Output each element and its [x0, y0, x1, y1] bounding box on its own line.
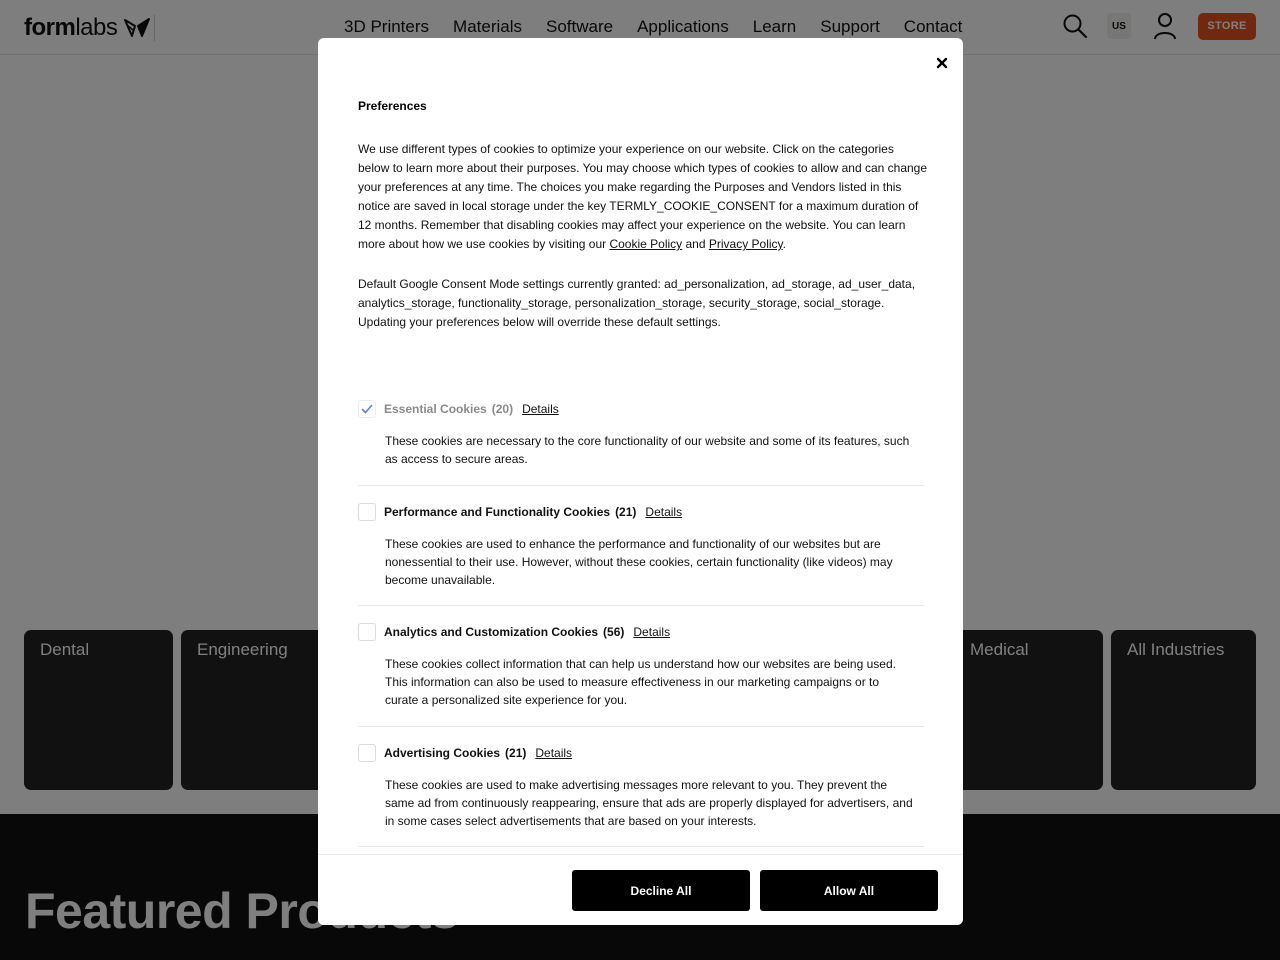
category-count: (20) [491, 402, 514, 416]
category-description: These cookies are necessary to the core functionality of our website and some of its features, such as access to secure areas. [385, 434, 910, 466]
category-description: These cookies are used to make advertising messages more relevant to you. They prevent the same ad from continuously reappearing, ensure that ads are properly displayed for advertisers, and in some cases select advertisements that are based on your interests. [385, 778, 913, 828]
modal-scroll-area[interactable] [318, 38, 963, 854]
category-header [358, 744, 572, 762]
cookie-category-analytics [358, 623, 924, 727]
intro-body: We use different types of cookies to optimize your experience on our website. Click on the categories below to learn more about their purposes. You may choose which types of cookies to allow and can change your preferences at any time. The choices you make regarding the Purposes and Vendors listed in this notice are saved in local storage under the key TERMLY_COOKIE_CONSENT for a maximum duration of 12 months. Remember that disabling cookies may affect your experience on the website. You can learn more about how we use cookies by visiting our [358, 142, 928, 251]
category-header [358, 503, 682, 521]
cookie-category-essential [358, 400, 924, 486]
essential-checkbox[interactable] [358, 400, 376, 418]
modal-title: Preferences [358, 99, 427, 113]
category-description: These cookies collect information that can help us understand how our websites are being used. This information can also be used to measure effectiveness in our marketing campaigns or to curate a personalized site experience for you. [385, 657, 896, 707]
category-name: Performance and Functionality Cookies [384, 505, 611, 519]
analytics-details-link[interactable]: Details [633, 625, 671, 639]
cookie-policy-link[interactable]: Cookie Policy [609, 237, 683, 251]
category-name: Advertising Cookies [384, 746, 501, 760]
category-header [358, 623, 670, 641]
cookie-category-performance [358, 503, 924, 606]
intro-and: and [682, 237, 709, 251]
performance-details-link[interactable]: Details [645, 505, 683, 519]
cookie-category-advertising [358, 744, 924, 847]
privacy-policy-link[interactable]: Privacy Policy [708, 237, 783, 251]
modal-footer [318, 854, 963, 925]
category-count: (56) [603, 625, 625, 639]
category-name: Analytics and Customization Cookies [384, 625, 599, 639]
cookie-preferences-modal [318, 38, 963, 925]
performance-checkbox[interactable] [358, 503, 376, 521]
decline-all-button[interactable]: Decline All [572, 870, 750, 911]
category-count: (21) [505, 746, 527, 760]
intro-text [358, 140, 928, 254]
close-button[interactable] [935, 56, 949, 70]
intro-period: . [782, 237, 787, 251]
checkmark-icon [361, 404, 373, 414]
consent-mode-text: Default Google Consent Mode settings currently granted: ad_personalization, ad_storage, ad_user_data, analytics_storage, functionality_storage, personalization_storage, security_storage, social_storage. Updating your preferences below will override these default settings. [358, 277, 916, 329]
close-icon [935, 56, 949, 70]
category-count: (21) [615, 505, 637, 519]
essential-details-link[interactable]: Details [522, 402, 559, 416]
analytics-checkbox[interactable] [358, 623, 376, 641]
category-header [358, 400, 559, 418]
advertising-checkbox[interactable] [358, 744, 376, 762]
category-name: Essential Cookies [384, 402, 487, 416]
advertising-details-link[interactable]: Details [535, 746, 573, 760]
category-description: These cookies are used to enhance the performance and functionality of our websites but are nonessential to their use. However, without these cookies, certain functionality (like videos) may become unavailable. [385, 537, 893, 587]
allow-all-button[interactable]: Allow All [760, 870, 938, 911]
